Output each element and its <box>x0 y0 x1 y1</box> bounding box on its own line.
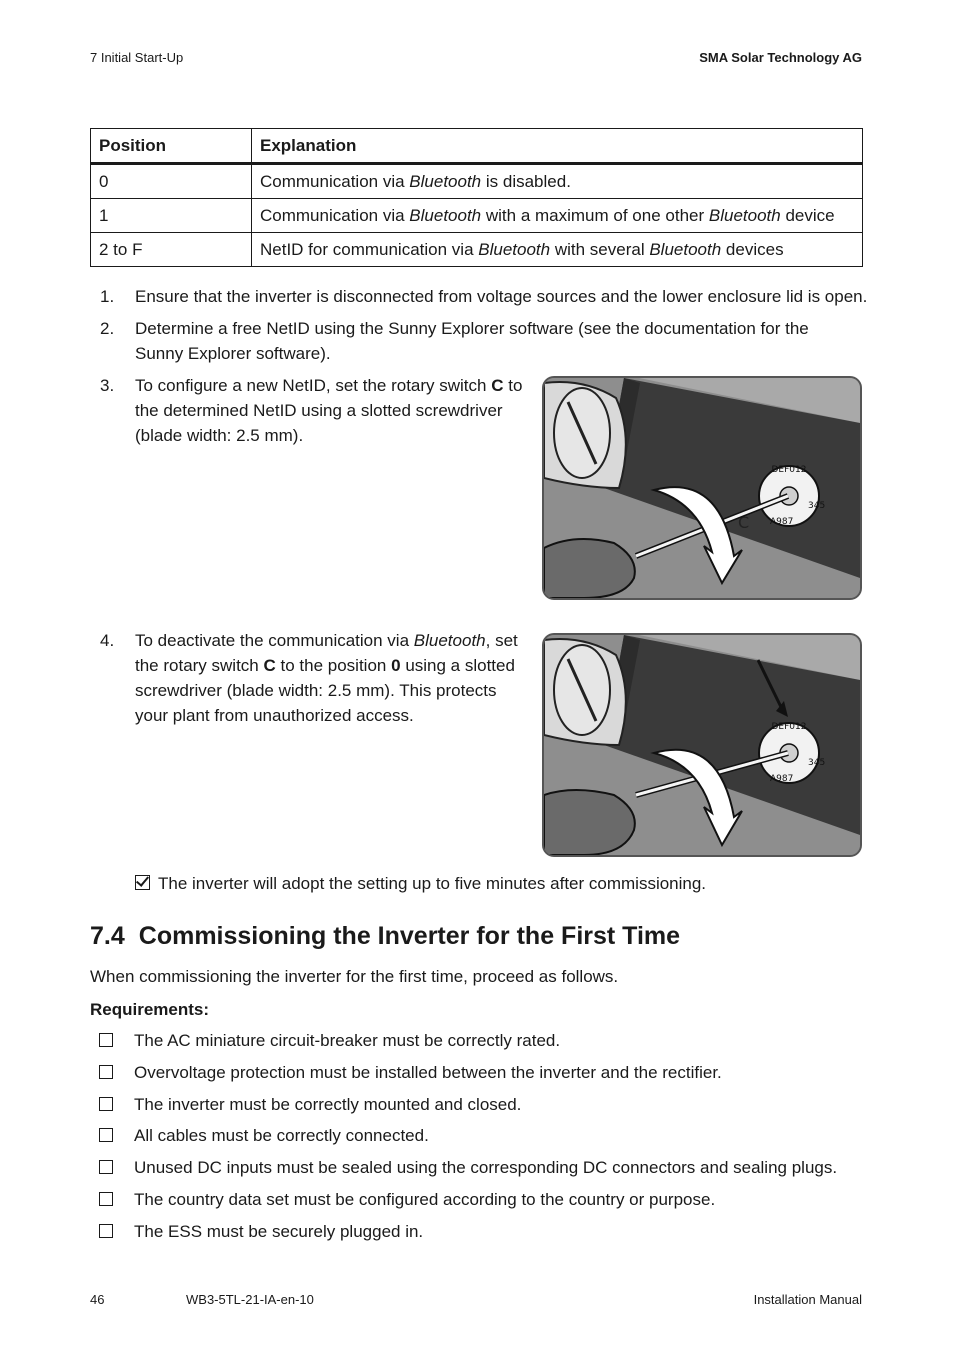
section-number: 7.4 <box>90 922 125 950</box>
table-cell-position: 0 <box>91 164 252 199</box>
text: with a maximum of one other <box>485 205 705 225</box>
requirement-text: The AC miniature circuit-breaker must be correctly rated. <box>134 1031 561 1050</box>
step-line: using a slotted <box>405 656 515 675</box>
checkbox-icon <box>99 1160 113 1174</box>
requirement-text: Unused DC inputs must be sealed using the corresponding DC connectors and sealing plugs. <box>134 1158 838 1177</box>
list-item <box>99 1095 521 1115</box>
requirement-text: All cables must be correctly connected. <box>134 1126 429 1145</box>
dial-label: C <box>738 513 750 532</box>
list-item <box>99 1063 722 1083</box>
step-3 <box>100 373 530 453</box>
text: with several <box>554 239 645 259</box>
table-cell-position: 1 <box>91 199 252 233</box>
checkbox-icon <box>99 1224 113 1238</box>
list-item <box>99 1126 429 1146</box>
step-line: , set <box>485 631 518 650</box>
emphasis: Bluetooth <box>409 171 482 191</box>
step-line: screwdriver (blade width: 2.5 mm). This protects <box>135 681 497 700</box>
document-type: Installation Manual <box>753 1292 862 1307</box>
emphasis: Bluetooth <box>413 631 486 650</box>
section-title: Commissioning the Inverter for the First Time <box>138 922 681 950</box>
step-line: to the position <box>280 656 387 675</box>
step-line: To configure a new NetID, set the rotary switch <box>135 376 487 395</box>
table-row <box>91 164 863 199</box>
header-section: 7 Initial Start-Up <box>90 50 184 65</box>
list-item <box>99 1158 837 1178</box>
checkbox-icon <box>99 1033 113 1047</box>
svg-text:DEF012: DEF012 <box>771 722 807 732</box>
svg-text:345: 345 <box>808 501 826 511</box>
step-line: (blade width: 2.5 mm). <box>135 426 304 445</box>
requirement-text: The country data set must be configured according to the country or purpose. <box>134 1190 716 1209</box>
emphasis: Bluetooth <box>649 239 722 259</box>
header-company: SMA Solar Technology AG <box>699 50 862 65</box>
table-row <box>91 233 863 267</box>
checkbox-icon <box>99 1097 113 1111</box>
step-line: the determined NetID using a slotted screwdriver <box>135 401 503 420</box>
svg-text:A987: A987 <box>770 517 794 527</box>
requirement-text: Overvoltage protection must be installed between the inverter and the rectifier. <box>134 1063 722 1082</box>
table-header-explanation: Explanation <box>252 129 863 164</box>
step-line: your plant from unauthorized access. <box>135 706 414 725</box>
table-cell-explanation <box>252 199 863 233</box>
rotary-switch-drawing <box>544 378 860 598</box>
table-cell-explanation <box>252 233 863 267</box>
table-row <box>91 199 863 233</box>
document-id: WB3-5TL-21-IA-en-10 <box>186 1292 314 1307</box>
list-item <box>99 1222 423 1242</box>
checkbox-icon <box>99 1192 113 1206</box>
step-2 <box>100 316 880 368</box>
table-header-position: Position <box>91 129 252 164</box>
position-table <box>90 128 863 267</box>
step-text <box>135 373 522 448</box>
step-number: 1. <box>100 287 115 306</box>
checkbox-icon <box>99 1128 113 1142</box>
text: is disabled. <box>485 171 571 191</box>
step-line: Determine a free NetID using the Sunny Explorer software (see the documentation for the <box>135 319 809 338</box>
rotary-switch-label: C <box>491 376 504 395</box>
step-text <box>135 316 809 366</box>
page-number: 46 <box>90 1292 105 1307</box>
step-text: Ensure that the inverter is disconnected from voltage sources and the lower enclosure lid is open. <box>135 287 868 306</box>
checkbox-icon <box>99 1065 113 1079</box>
position-label: 0 <box>391 656 401 675</box>
result-text: The inverter will adopt the setting up to five minutes after commissioning. <box>158 874 707 893</box>
step-line: to <box>508 376 523 395</box>
table-header-row <box>91 129 863 164</box>
requirement-text: The ESS must be securely plugged in. <box>134 1222 424 1241</box>
svg-text:345: 345 <box>808 758 826 768</box>
step-number: 2. <box>100 319 115 338</box>
text: Communication via <box>260 205 405 225</box>
step-line: the rotary switch <box>135 656 259 675</box>
step-line: Sunny Explorer software). <box>135 344 331 363</box>
requirement-text: The inverter must be correctly mounted and closed. <box>134 1095 522 1114</box>
list-item <box>99 1190 715 1210</box>
text: Communication via <box>260 171 405 191</box>
svg-text:A987: A987 <box>770 774 794 784</box>
step-line: To deactivate the communication via <box>135 631 410 650</box>
result-line <box>135 874 706 894</box>
text: devices <box>725 239 784 259</box>
text: device <box>785 205 835 225</box>
checked-box-icon <box>135 875 150 890</box>
emphasis: Bluetooth <box>478 239 551 259</box>
table-cell-position: 2 to F <box>91 233 252 267</box>
intro-text: When commissioning the inverter for the first time, proceed as follows. <box>90 967 619 986</box>
table-cell-explanation <box>252 164 863 199</box>
rotary-switch-illustration <box>542 633 862 857</box>
emphasis: Bluetooth <box>409 205 482 225</box>
step-number: 3. <box>100 376 115 395</box>
text: NetID for communication via <box>260 239 474 259</box>
requirements-label: Requirements: <box>90 1000 210 1019</box>
rotary-switch-drawing <box>544 635 860 855</box>
list-item <box>99 1031 560 1051</box>
svg-text:DEF012: DEF012 <box>771 465 807 475</box>
step-number: 4. <box>100 631 115 650</box>
rotary-switch-label: C <box>263 656 276 675</box>
section-heading <box>90 922 680 951</box>
emphasis: Bluetooth <box>708 205 781 225</box>
step-4 <box>100 628 530 733</box>
step-text <box>135 628 518 728</box>
rotary-switch-illustration <box>542 376 862 600</box>
